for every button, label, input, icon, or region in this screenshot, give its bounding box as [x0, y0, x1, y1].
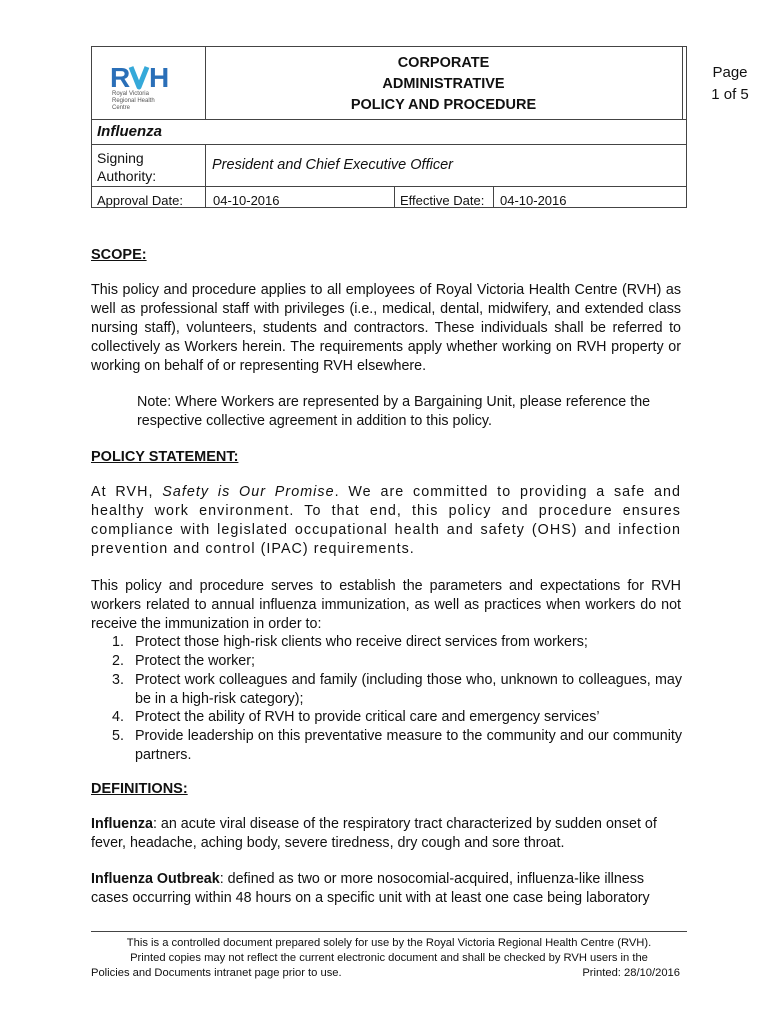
- approval-date-label: Approval Date:: [97, 193, 183, 208]
- column-divider: [394, 186, 395, 208]
- list-number: 4.: [112, 709, 124, 725]
- approval-date-value: 04-10-2016: [213, 193, 280, 208]
- list-number: 5.: [112, 728, 124, 744]
- scope-heading: SCOPE:: [91, 247, 147, 263]
- definition-text: : defined as two or more nosocomial-acquired, influenza-like illness cases occurring within 48 hours on a specific unit with at least one case being laboratory: [91, 871, 650, 906]
- policy-p1-prefix: At RVH,: [91, 484, 163, 500]
- policy-p1-rest: . We are committed to providing a safe and healthy work environment. To that end, this policy and procedure ensures compliance with legislated occupational health and safety (OHS) and infection prevention and control (IPAC) requirements.: [91, 484, 681, 557]
- definition-influenza-outbreak: [91, 870, 681, 908]
- effective-date-value: 04-10-2016: [500, 193, 567, 208]
- column-divider: [205, 144, 206, 208]
- list-text: Provide leadership on this preventative measure to the community and our community partners.: [135, 728, 682, 763]
- policy-paragraph-2: This policy and procedure serves to establish the parameters and expectations for RVH workers related to annual influenza immunization, as well as practices when workers do not receive the immunization in order to:: [91, 578, 681, 632]
- logo-subtext: Royal Victoria Regional Health Centre: [112, 91, 155, 111]
- definitions-heading: DEFINITIONS:: [91, 781, 188, 797]
- logo-cell: [92, 47, 206, 119]
- list-number: 2.: [112, 653, 124, 669]
- title-line-2: ADMINISTRATIVE: [382, 76, 505, 92]
- document-header-table: [91, 46, 749, 208]
- printed-date: Printed: 28/10/2016: [582, 967, 680, 979]
- list-number: 3.: [112, 672, 124, 688]
- definition-term: Influenza Outbreak: [91, 871, 220, 887]
- list-text: Protect the worker;: [135, 653, 255, 669]
- policy-subject: Influenza: [97, 123, 163, 140]
- signing-authority-label: [97, 149, 156, 185]
- title-cell: [205, 47, 683, 119]
- scope-note: Note: Where Workers are represented by a Bargaining Unit, please reference the respective collective agreement in addition to this policy.: [137, 394, 651, 429]
- page-count: 1 of 5: [711, 86, 749, 103]
- footer-line-3-text: Policies and Documents intranet page prior to use.: [91, 967, 342, 979]
- footer-line-3: [91, 966, 687, 981]
- list-item: [112, 727, 682, 765]
- svg-text:R: R: [110, 62, 131, 93]
- list-text: Protect those high-risk clients who receive direct services from workers;: [135, 634, 588, 650]
- definition-text: : an acute viral disease of the respiratory tract characterized by sudden onset of fever, headache, aching body, severe tiredness, dry cough and sore throat.: [91, 816, 657, 851]
- list-text: Protect work colleagues and family (including those who, unknown to colleagues, may be in a high-risk category);: [135, 672, 682, 707]
- column-divider: [493, 186, 494, 208]
- title-line-1: CORPORATE: [397, 55, 490, 71]
- definition-influenza: [91, 815, 681, 853]
- effective-date-label: Effective Date:: [400, 193, 485, 208]
- list-item: [112, 671, 682, 709]
- signing-label-line-2: Authority:: [97, 168, 157, 184]
- policy-paragraph-1: [91, 483, 681, 559]
- row-divider: [92, 144, 686, 145]
- page-cell: [683, 47, 770, 119]
- definition-term: Influenza: [91, 816, 153, 832]
- list-text: Protect the ability of RVH to provide critical care and emergency services’: [135, 709, 600, 725]
- page-label: Page: [712, 64, 748, 81]
- footer-divider: [91, 931, 687, 932]
- policy-statement-heading: POLICY STATEMENT:: [91, 449, 239, 465]
- svg-text:H: H: [149, 62, 170, 93]
- list-item: [112, 633, 682, 652]
- title-line-3: POLICY AND PROCEDURE: [350, 97, 537, 113]
- list-item: [112, 708, 682, 727]
- list-item: [112, 652, 682, 671]
- footer-line-1: This is a controlled document prepared solely for use by the Royal Victoria Regional Health Centre (RVH).: [126, 937, 652, 949]
- signing-authority-value: President and Chief Executive Officer: [212, 157, 453, 173]
- row-divider: [92, 186, 686, 187]
- policy-p1-italic: Safety is Our Promise: [162, 484, 335, 500]
- scope-paragraph: This policy and procedure applies to all employees of Royal Victoria Health Centre (RVH) as well as professional staff with privileges (i.e., medical, dental, midwifery, and extended class nursing staff), volunteers, students and contractors. These individuals shall be referred to collectively as Workers herein. The requirements apply whether working on RVH property or working on behalf of or representing RVH elsewhere.: [91, 282, 681, 374]
- footer-line-2: Printed copies may not reflect the current electronic document and shall be checked by RVH users in the: [130, 952, 648, 964]
- row-divider: [92, 119, 686, 120]
- list-number: 1.: [112, 634, 124, 650]
- signing-label-line-1: Signing: [97, 150, 144, 166]
